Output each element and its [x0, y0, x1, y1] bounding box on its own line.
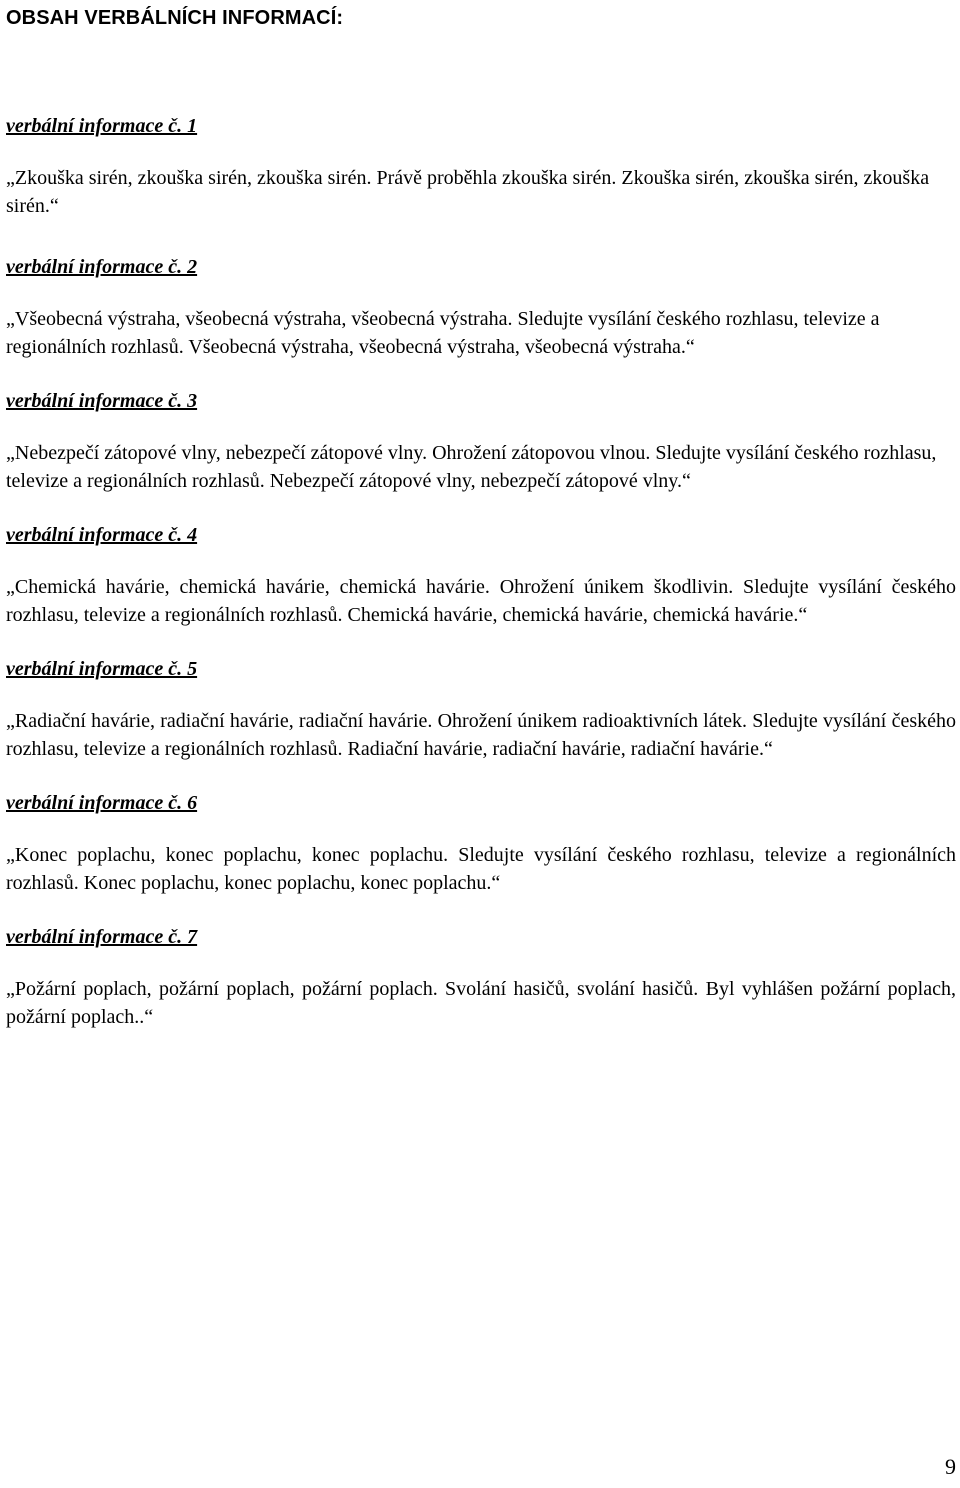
verbal-info-section-2: [6, 254, 956, 361]
verbal-info-section-4: [6, 522, 956, 629]
section-text: „Konec poplachu, konec poplachu, konec poplachu. Sledujte vysílání českého rozhlasu, televize a regionálních rozhlasů. Konec poplachu, konec poplachu, konec poplachu.“: [6, 844, 956, 894]
section-text: „Chemická havárie, chemická havárie, chemická havárie. Ohrožení únikem škodlivin. Sledujte vysílání českého rozhlasu, televize a regionálních rozhlasů. Chemická havárie, chemická havárie, chemická havárie.“: [6, 576, 956, 626]
section-text: „Požární poplach, požární poplach, požární poplach. Svolání hasičů, svolání hasičů. Byl vyhlášen požární poplach, požární poplach..“: [6, 978, 956, 1028]
section-text: „Zkouška sirén, zkouška sirén, zkouška sirén. Právě proběhla zkouška sirén. Zkouška sirén, zkouška sirén, zkouška sirén.“: [6, 167, 930, 217]
section-text: „Nebezpečí zátopové vlny, nebezpečí zátopové vlny. Ohrožení zátopovou vlnou. Sledujte vysílání českého rozhlasu, televize a regionálních rozhlasů. Nebezpečí zátopové vlny, nebezpečí zátopové vlny.“: [6, 442, 937, 492]
section-heading: verbální informace č. 2: [6, 256, 198, 278]
section-heading: verbální informace č. 7: [6, 926, 198, 948]
section-text: „Radiační havárie, radiační havárie, radiační havárie. Ohrožení únikem radioaktivních látek. Sledujte vysílání českého rozhlasu, televize a regionálních rozhlasů. Radiační havárie, radiační havárie, radiační havárie.“: [6, 710, 956, 760]
verbal-info-section-7: [6, 924, 956, 1031]
section-text: „Všeobecná výstraha, všeobecná výstraha, všeobecná výstraha. Sledujte vysílání českého rozhlasu, televize a regionálních rozhlasů. Všeobecná výstraha, všeobecná výstraha, všeobecná výstraha.“: [6, 308, 880, 358]
verbal-info-section-5: [6, 656, 956, 763]
verbal-info-section-1: [6, 113, 956, 220]
page-title: OBSAH VERBÁLNÍCH INFORMACÍ:: [6, 7, 344, 29]
verbal-info-section-3: [6, 388, 956, 495]
page-number: 9: [945, 1454, 956, 1479]
section-heading: verbální informace č. 1: [6, 115, 198, 137]
section-heading: verbální informace č. 3: [6, 390, 198, 412]
section-heading: verbální informace č. 4: [6, 524, 198, 546]
verbal-info-section-6: [6, 790, 956, 897]
section-heading: verbální informace č. 6: [6, 792, 198, 814]
document-body: [6, 113, 956, 1031]
section-heading: verbální informace č. 5: [6, 658, 198, 680]
